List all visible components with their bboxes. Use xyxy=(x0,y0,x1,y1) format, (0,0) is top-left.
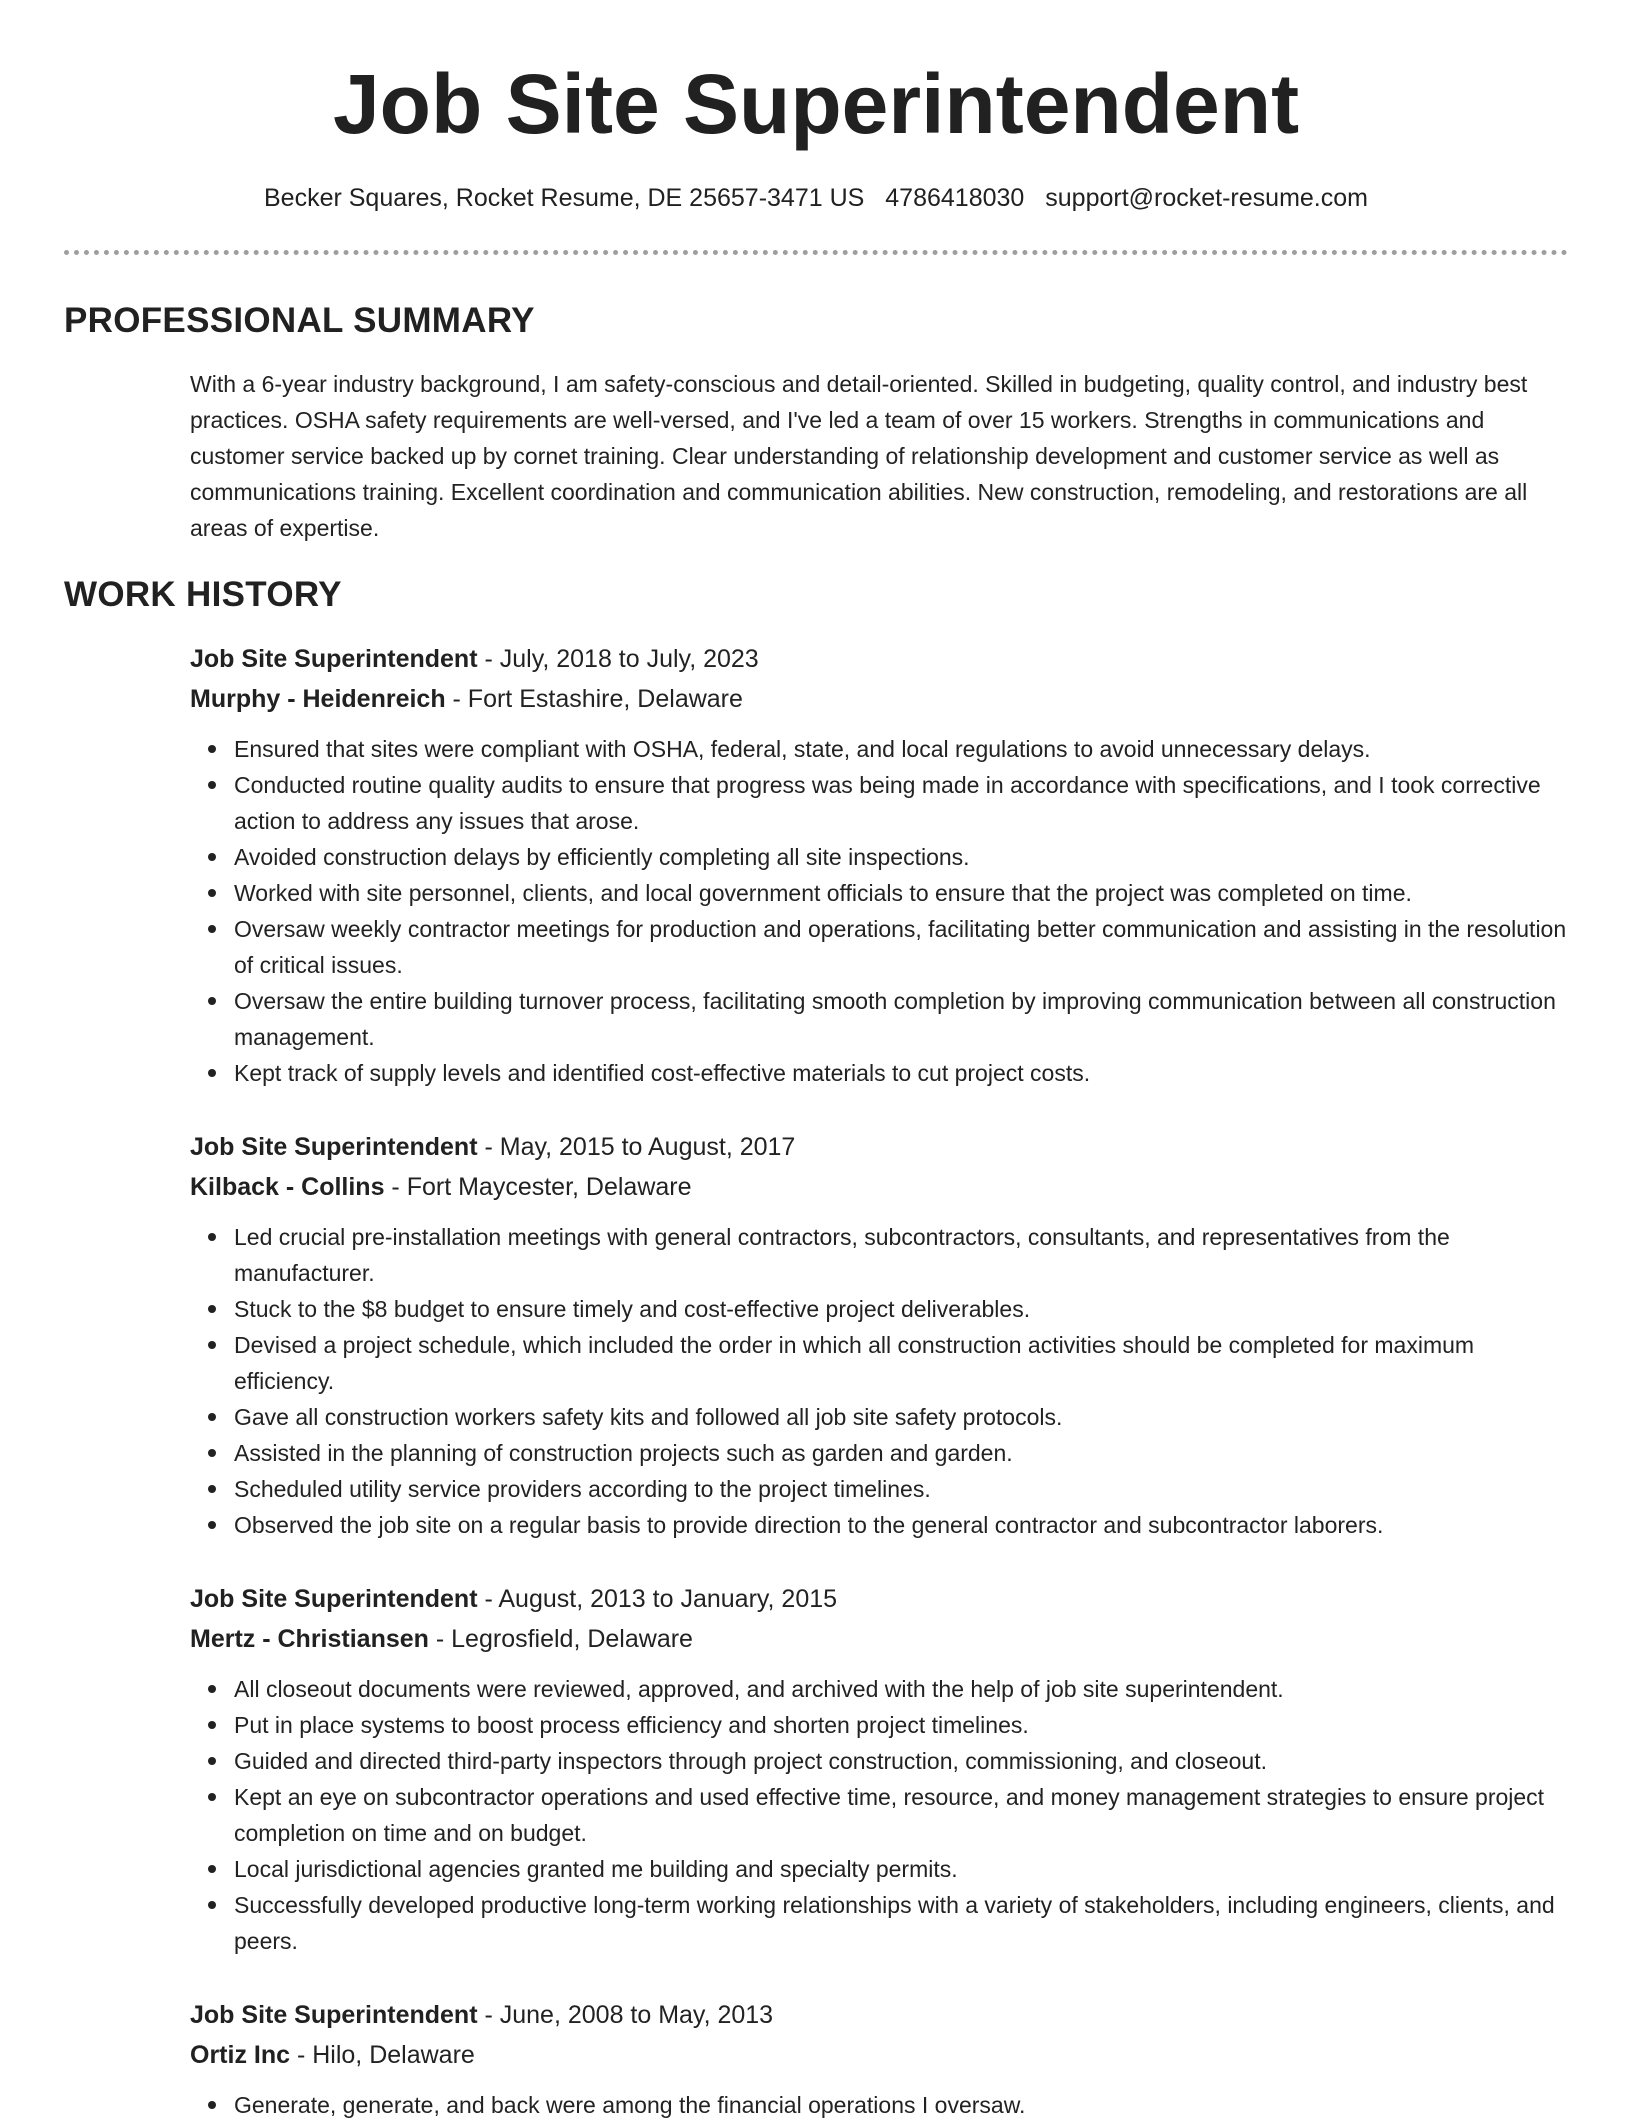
job-entry xyxy=(190,1995,1572,2123)
job-title: Job Site Superintendent xyxy=(190,645,478,673)
job-company-line xyxy=(190,1167,1572,1207)
job-bullet: Oversaw the entire building turnover process, facilitating smooth completion by improving communication between all construction management. xyxy=(234,983,1572,1055)
job-bullet: Devised a project schedule, which included the order in which all construction activities should be completed for maximum efficiency. xyxy=(234,1327,1572,1399)
job-bullet: Successfully developed productive long-term working relationships with a variety of stakeholders, including engineers, clients, and peers. xyxy=(234,1887,1572,1959)
contact-phone: 4786418030 xyxy=(885,184,1025,212)
job-bullets xyxy=(190,1219,1572,1543)
job-dates: - June, 2008 to May, 2013 xyxy=(477,2001,774,2029)
job-entry xyxy=(190,1579,1572,1959)
header-divider xyxy=(64,250,1568,255)
job-company: Murphy - Heidenreich xyxy=(190,685,446,713)
job-bullet: All closeout documents were reviewed, approved, and archived with the help of job site superintendent. xyxy=(234,1671,1572,1707)
job-bullet: Ensured that sites were compliant with OSHA, federal, state, and local regulations to avoid unnecessary delays. xyxy=(234,731,1572,767)
job-title-line xyxy=(190,1127,1572,1167)
job-location: - Legrosfield, Delaware xyxy=(428,1625,693,1653)
job-title: Job Site Superintendent xyxy=(190,2001,478,2029)
job-title: Job Site Superintendent xyxy=(190,1133,478,1161)
contact-email: support@rocket-resume.com xyxy=(1045,184,1368,212)
work-history-heading: WORK HISTORY xyxy=(64,575,342,614)
job-bullet: Led crucial pre-installation meetings with general contractors, subcontractors, consultants, and representatives from the manufacturer. xyxy=(234,1219,1572,1291)
summary-heading: PROFESSIONAL SUMMARY xyxy=(64,301,535,340)
job-bullet: Guided and directed third-party inspectors through project construction, commissioning, and closeout. xyxy=(234,1743,1572,1779)
job-company-line xyxy=(190,679,1572,719)
job-company: Kilback - Collins xyxy=(190,1173,385,1201)
job-title-line xyxy=(190,1579,1572,1619)
job-bullets xyxy=(190,731,1572,1091)
job-title-line xyxy=(190,1995,1572,2035)
job-location: - Hilo, Delaware xyxy=(290,2041,475,2069)
job-title-line xyxy=(190,639,1572,679)
job-entry xyxy=(190,1127,1572,1543)
job-bullet: Assisted in the planning of construction projects such as garden and garden. xyxy=(234,1435,1572,1471)
job-bullet: Kept track of supply levels and identified cost-effective materials to cut project costs. xyxy=(234,1055,1572,1091)
job-bullet: Scheduled utility service providers according to the project timelines. xyxy=(234,1471,1572,1507)
job-company-line xyxy=(190,1619,1572,1659)
resume-title: Job Site Superintendent xyxy=(332,57,1300,151)
job-bullet: Worked with site personnel, clients, and local government officials to ensure that the project was completed on time. xyxy=(234,875,1572,911)
job-company: Mertz - Christiansen xyxy=(190,1625,429,1653)
job-bullet: Kept an eye on subcontractor operations and used effective time, resource, and money management strategies to ensure project completion on time and on budget. xyxy=(234,1779,1572,1851)
contact-line xyxy=(0,181,1632,215)
job-bullet: Stuck to the $8 budget to ensure timely and cost-effective project deliverables. xyxy=(234,1291,1572,1327)
job-bullet: Conducted routine quality audits to ensure that progress was being made in accordance with specifications, and I took corrective action to address any issues that arose. xyxy=(234,767,1572,839)
job-dates: - July, 2018 to July, 2023 xyxy=(477,645,759,673)
job-bullet: Put in place systems to boost process efficiency and shorten project timelines. xyxy=(234,1707,1572,1743)
job-dates: - May, 2015 to August, 2017 xyxy=(477,1133,796,1161)
job-bullet: Generate, generate, and back were among the financial operations I oversaw. xyxy=(234,2087,1572,2123)
job-bullets xyxy=(190,2087,1572,2123)
summary-text: With a 6-year industry background, I am safety-conscious and detail-oriented. Skilled in budgeting, quality control, and industry best practices. OSHA safety requirements are well-versed, and I've led a team of over 15 workers. Strengths in communications and customer service backed up by cornet training. Clear understanding of relationship development and customer service as well as communications training. Excellent coordination and communication abilities. New construction, remodeling, and restorations are all areas of expertise. xyxy=(190,371,1528,541)
job-company: Ortiz Inc xyxy=(190,2041,291,2069)
contact-address: Becker Squares, Rocket Resume, DE 25657-3471 US xyxy=(264,184,865,212)
job-location: - Fort Estashire, Delaware xyxy=(445,685,743,713)
job-bullet: Observed the job site on a regular basis to provide direction to the general contractor and subcontractor laborers. xyxy=(234,1507,1572,1543)
job-bullet: Gave all construction workers safety kits and followed all job site safety protocols. xyxy=(234,1399,1572,1435)
job-location: - Fort Maycester, Delaware xyxy=(384,1173,692,1201)
job-entry xyxy=(190,639,1572,1091)
job-bullet: Oversaw weekly contractor meetings for production and operations, facilitating better communication and assisting in the resolution of critical issues. xyxy=(234,911,1572,983)
job-dates: - August, 2013 to January, 2015 xyxy=(477,1585,838,1613)
job-company-line xyxy=(190,2035,1572,2075)
job-bullets xyxy=(190,1671,1572,1959)
job-bullet: Avoided construction delays by efficiently completing all site inspections. xyxy=(234,839,1572,875)
job-bullet: Local jurisdictional agencies granted me building and specialty permits. xyxy=(234,1851,1572,1887)
job-title: Job Site Superintendent xyxy=(190,1585,478,1613)
